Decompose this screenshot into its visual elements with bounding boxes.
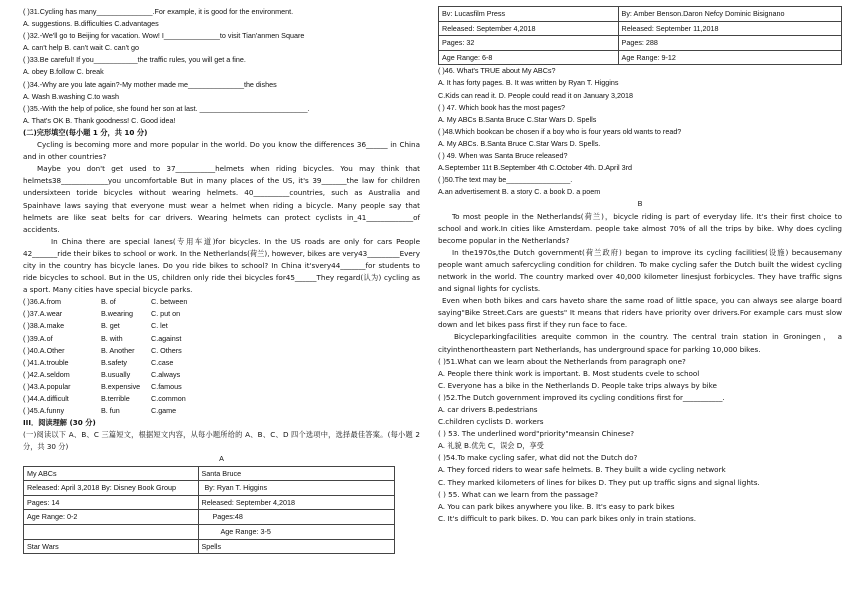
option-c: C.against [151,333,182,343]
question-line: C. It's difficult to park bikes. D. You can park bikes only in train stations. [438,513,697,523]
table-row [439,7,842,22]
right-column [438,6,842,525]
table-cell: Released: September 11,2018 [618,21,841,36]
options-line: A. suggestions. B.difficulties C.advantages [23,19,159,29]
question-line: A. People there think work is important. B. Most students cvele to school [438,368,700,378]
table-row [24,539,395,554]
option-b: B. Another [101,345,135,355]
question-line: ( )33.Be careful! If you___________the traffic rules, you will get a fine. [23,55,246,65]
question-line: ( ) 47. Which book has the most pages? [438,102,566,112]
option-a: ( )39.A.of [23,333,53,343]
table-cell: By: Amber Benson.Daron Nefcy Dominic Bisignano [618,7,841,22]
options-line: A. That's OK B. Thank goodness! C. Good idea! [23,115,176,125]
option-c: C.always [151,369,181,379]
question-line: ( ) 49. When was Santa Bruce released? [438,151,568,161]
cloze-option-row [23,345,420,357]
table-cell: Age Range: 3-5 [198,524,394,539]
question-line: ( )52.The Dutch government improved its cycling conditions first for___________. [438,392,725,402]
question-line: C. Everyone has a bike in the Netherlands D. People take trips always by bike [438,380,717,390]
reading-section-title: III．阅读理解 (30 分) [23,418,96,428]
option-c: C. let [151,321,168,331]
table-cell: Age Range: 0-2 [24,510,199,525]
table-row [24,481,395,496]
cloze-option-row [23,381,420,393]
option-b: B. with [101,333,123,343]
table-cell: By: Ryan T. Higgins [198,481,394,496]
question-line: C.children cyclists D. workers [438,417,544,427]
question-line: C. They marked kilometers of lines for bikes D. They put up traffic signs and signal lights. [438,477,760,487]
option-b: B. fun [101,406,120,416]
question-line: ( ) 55. What can we learn from the passage? [438,489,599,499]
passage-paragraph: Even when both bikes and cars haveto share the same road of little space, you can always see alarge board saying"Bike Street.Cars are guests" It means that riders have priority over drivers.For example cars must slow down and let bikes pass first if they run face to face. [438,296,842,330]
questions-46-50 [438,65,842,198]
left-column [23,6,420,554]
table-cell: Pages: 14 [24,495,199,510]
table-cell: Bv: Lucasfilm Press [439,7,619,22]
question-line: A. You can park bikes anywhere you like. B. It's easy to park bikes [438,501,675,511]
reading-instructions: (一)阅读以下 A、B、C 三篇短文，根据短文内容，从每小题所给的 A、B、C、D 四个选项中，选择最佳答案。(每小题 2 分，共 30 分) [23,430,420,452]
table-row [24,466,395,481]
option-b: B.safety [101,357,127,367]
question-line: ( )51.What can we learn about the Netherlands from paragraph one? [438,356,686,366]
option-c: C.famous [151,381,182,391]
question-line: C.Kids can read it. D. People could read it on January 3,2018 [438,90,633,100]
option-a: ( )44.A.difficult [23,394,69,403]
option-a: ( )37.A.wear [23,309,63,319]
table-cell: Santa Bruce [198,466,394,481]
table-cell: Spells [198,539,394,554]
cloze-option-row [23,393,420,405]
option-b: B.wearing [101,309,133,319]
table-row [439,36,842,51]
option-a: ( )42.A.seldom [23,369,70,379]
table-cell: Pages:48 [198,510,394,525]
book-table-b [438,6,842,65]
question-line: ( )34.-Why are you late again?-My mother made me______________the dishes [23,79,277,89]
cloze-option-row [23,357,420,369]
cloze-options [23,296,420,417]
questions-51-55 [438,356,842,525]
table-cell: Age Range: 9-12 [618,50,841,65]
table-row [24,524,395,539]
option-c: C. between [151,297,188,307]
option-a: ( )40.A.Other [23,345,65,355]
cloze-paragraph: Cycling is becoming more and more popular in the world. Do you know the differences 36______ in China and in other countries? [23,140,420,162]
option-b: B.terrible [101,394,130,403]
question-line: A. They forced riders to wear safe helmets. B. They built a wide cycling network [438,465,726,475]
cloze-option-row [23,369,420,381]
question-line: A. car drivers B.pedestrians [438,405,538,414]
table-cell: Released: September 4,2018 [198,495,394,510]
option-a: ( )43.A.popular [23,381,71,391]
question-line: ( )35.-With the help of police, she found her son at last. ___________________________. [23,103,310,113]
option-b: B. get [101,321,120,331]
cloze-option-row [23,333,420,345]
passage-paragraph: Bicycleparkingfacilities arequite common in the country. The central train station in Groningen， a cityinthenortheastern part Netherlands, has underground space for parking 10,000 bikes. [438,332,842,354]
option-c: C.game [151,406,177,416]
passage-b-label: B [637,199,643,209]
cloze-paragraph: Maybe you don't get used to 37___________helmets when riding bicycles. You may think that helmets38_____________you uncomfortable But in many places of the US, it's 39_______the law for children undersixteen toride bicycles without wearing helmets. 40__________countries, such as Australia and Spainhave laws saying that everyone must wear a helmet when riding a bicycle. Many people say that helmets are like seat belts for car drivers. Wearing helmets can protect cyclists in_41_____________of accidents. [23,164,420,234]
question-line: ( )32.-We'll go to Beijing for vacation. Wow! I______________to visit Tian'anmen Square [23,31,305,41]
option-a: ( )41.A.trouble [23,357,69,367]
table-row [24,495,395,510]
mc-block [23,6,420,127]
option-b: B.expensive [101,381,141,391]
question-line: ( )54.To make cycling safer, what did not the Dutch do? [438,453,638,463]
table-row [24,510,395,525]
table-cell: Released: April 3,2018 By: Disney Book Group [24,481,199,496]
passage-paragraph: In the1970s,the Dutch government(荷兰政府) began to improve its cycling facilities(设施) becausemany people want amuch safercycling condition for children. To make cycling safer the Dutch built the widest cycling network in the world. The country marked over 40,000 kilometer linesjust forbicycles. They have traffic signs and signal lights for cyclists. [438,247,842,294]
question-line: ( ) 53. The underlined word"priority"meansin Chinese? [438,429,635,439]
question-line: A. My ABCs B.Santa Bruce C.Star Wars D. Spells [438,114,597,124]
cloze-paragraph: In China there are special lanes(专用车道)for bicycles. In the US roads are only for cars People 42_______ride their bikes to school or work. In the Netherlands(荷兰), however, bikes are very43_________Every city in the country has bicycle lanes. Do you ride bikes to school? In China it'svery44_______for students to ride bicycles to school. But in the US, children only ride thei bicycles for45______They regard(认为) cycling as a sport. Many cities have special bicycle parks. [23,236,420,295]
options-line: A. Wash B.washing C.to wash [23,91,120,101]
option-a: ( )36.A.from [23,297,61,307]
option-a: ( )38.A.make [23,321,65,331]
table-cell: My ABCs [24,466,199,481]
question-line: A. 礼貌 B.优先 C，误会 D，享受 [438,441,544,451]
cloze-option-row [23,296,420,308]
cloze-option-row [23,320,420,332]
question-line: ( )46. What's TRUE about My ABCs? [438,66,556,76]
question-line: A. It has forty pages. B. It was written by Ryan T. Higgins [438,78,619,88]
question-line: ( )31.Cycling has many______________.For example, it is good for the environment. [23,7,294,16]
book-table-a [23,466,395,555]
question-line: A.September 11t B.September 4th C.October 4th. D.April 3rd [438,163,633,173]
option-c: C.common [151,394,186,403]
passage-a-label: A [219,454,224,464]
options-line: A. obey B.follow C. break [23,67,104,77]
option-c: C.case [151,357,174,367]
table-cell [24,524,199,539]
table-cell: Released: September 4,2018 [439,21,619,36]
table-row [439,50,842,65]
passage-paragraph: To most people in the Netherlands(荷兰)，bicycle riding is part of everyday life. It's their first choice to school and work.In cities like Amsterdam. people take almost 70% of all the trips by bike. Why does cycling become popular in the Netherlands? [438,211,842,245]
table-cell: Star Wars [24,539,199,554]
cloze-section-title: (二)完形填空(每小题 1 分，共 10 分) [23,127,148,137]
table-cell: Pages: 32 [439,36,619,51]
cloze-option-row [23,405,420,417]
question-line: ( )48.Which bookcan be chosen if a boy who is four years old wants to read? [438,126,682,136]
cloze-option-row [23,308,420,320]
table-cell: Pages: 288 [618,36,841,51]
option-a: ( )45.A.funny [23,406,65,416]
option-b: B. of [101,297,116,307]
table-row [439,21,842,36]
question-line: ( )50.The text may be________________. [438,175,573,185]
option-b: B.usually [101,369,131,379]
options-line: A. can't help B. can't wait C. can't go [23,43,139,53]
question-line: A.an advertisement B. a story C. a book D. a poem [438,187,601,197]
question-line: A. My ABCs. B.Santa Bruce C.Star Wars D. Spells. [438,138,601,148]
table-cell: Age Range: 6-8 [439,50,619,65]
option-c: C. put on [151,309,181,319]
option-c: C. Others [151,345,182,355]
